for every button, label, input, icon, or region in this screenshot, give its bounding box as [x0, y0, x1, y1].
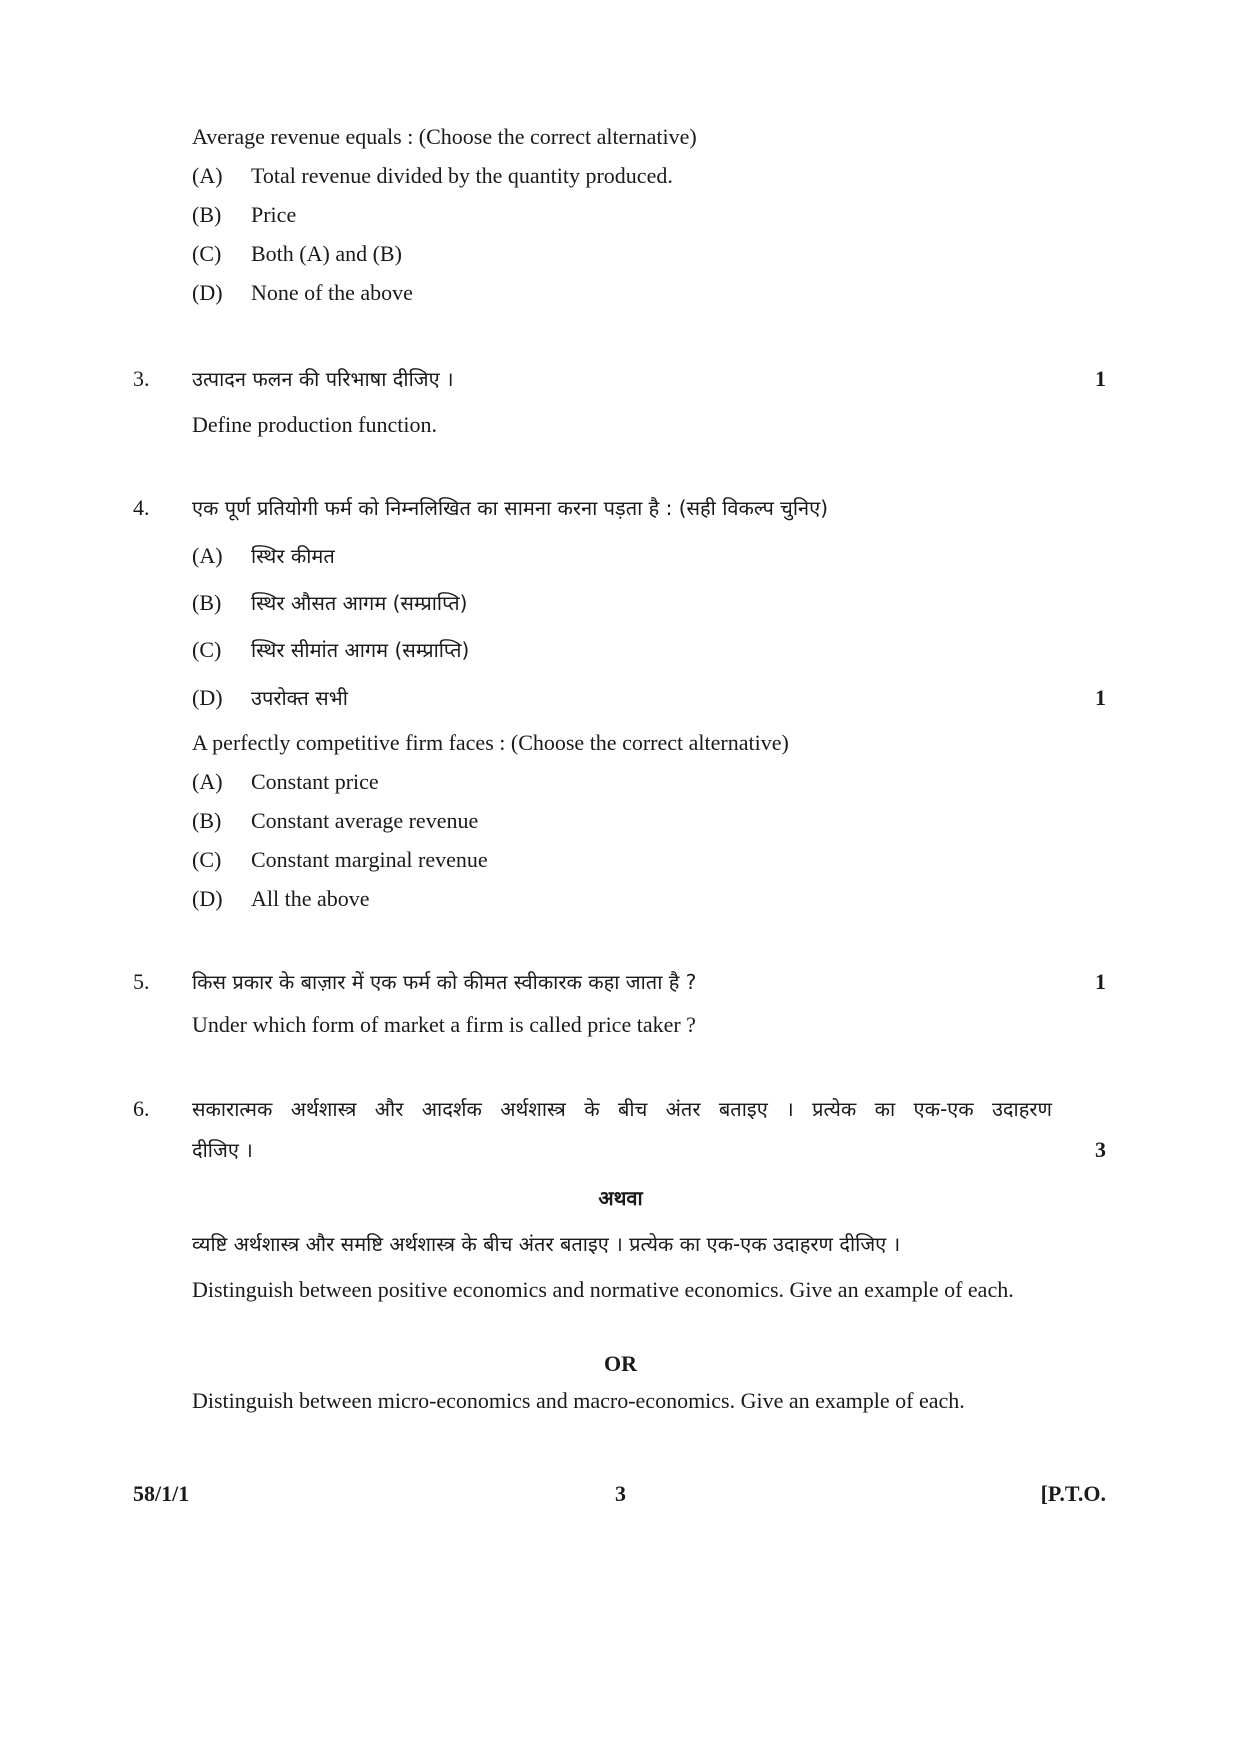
q3-marks: 1	[1095, 366, 1106, 391]
q2-option-d-text: None of the above	[251, 280, 413, 305]
q6-alt-english: Distinguish between micro-economics and macro-economics. Give an example of each.	[192, 1388, 965, 1413]
q4-english: A perfectly competitive firm faces : (Choose the correct alternative)	[192, 730, 789, 755]
footer-pto: [P.T.O.	[1040, 1481, 1106, 1506]
q6-marks: 3	[1095, 1137, 1106, 1162]
q3-english: Define production function.	[192, 412, 437, 437]
q2-option-b-text: Price	[251, 202, 297, 227]
q2-option-c-text: Both (A) and (B)	[251, 241, 402, 266]
q4-english-option-a-text: Constant price	[251, 769, 379, 794]
q4-hindi-option-b-label: (B)	[192, 590, 222, 615]
q2-english-prompt: Average revenue equals : (Choose the correct alternative)	[192, 124, 697, 149]
q4-hindi-option-c-text: स्थिर सीमांत आगम (सम्प्राप्ति)	[251, 638, 470, 662]
q2-option-a-text: Total revenue divided by the quantity produced.	[251, 163, 673, 188]
q6-or-hindi: अथवा	[598, 1186, 643, 1210]
q4-hindi-option-a-label: (A)	[192, 543, 223, 568]
q2-option-a-label: (A)	[192, 163, 223, 188]
q4-english-option-d-label: (D)	[192, 886, 223, 911]
q6-english: Distinguish between positive economics and normative economics. Give an example of each.	[192, 1277, 1014, 1302]
q6-hindi-line2: दीजिए ।	[192, 1138, 253, 1162]
q2-option-d-label: (D)	[192, 280, 223, 305]
q4-hindi: एक पूर्ण प्रतियोगी फर्म को निम्नलिखित का सामना करना पड़ता है : (सही विकल्प चुनिए)	[192, 496, 829, 520]
q3-hindi: उत्पादन फलन की परिभाषा दीजिए ।	[192, 367, 454, 391]
q5-english: Under which form of market a firm is called price taker ?	[192, 1012, 696, 1037]
q6-or-english: OR	[604, 1351, 637, 1376]
footer-page-number: 3	[615, 1481, 626, 1506]
q4-hindi-option-d-text: उपरोक्त सभी	[251, 686, 348, 710]
q5-hindi: किस प्रकार के बाज़ार में एक फर्म को कीमत स्वीकारक कहा जाता है ?	[192, 970, 697, 994]
q4-number: 4.	[133, 495, 150, 520]
footer-code: 58/1/1	[133, 1481, 190, 1506]
q4-hindi-option-d-label: (D)	[192, 685, 223, 710]
q6-number: 6.	[133, 1096, 150, 1121]
q4-english-option-b-text: Constant average revenue	[251, 808, 479, 833]
q4-hindi-option-b-text: स्थिर औसत आगम (सम्प्राप्ति)	[251, 591, 468, 615]
q4-marks: 1	[1095, 685, 1106, 710]
q3-number: 3.	[133, 366, 150, 391]
q4-english-option-b-label: (B)	[192, 808, 222, 833]
q4-hindi-option-c-label: (C)	[192, 637, 222, 662]
q4-english-option-c-label: (C)	[192, 847, 222, 872]
q2-option-b-label: (B)	[192, 202, 222, 227]
q5-marks: 1	[1095, 969, 1106, 994]
q4-english-option-d-text: All the above	[251, 886, 370, 911]
q6-hindi-line1: सकारात्मक अर्थशास्त्र और आदर्शक अर्थशास्त्र के बीच अंतर बताइए । प्रत्येक का एक-एक उदाहरण	[192, 1097, 1052, 1121]
q4-hindi-option-a-text: स्थिर कीमत	[251, 544, 335, 568]
q2-option-c-label: (C)	[192, 241, 222, 266]
q4-english-option-a-label: (A)	[192, 769, 223, 794]
q5-number: 5.	[133, 969, 150, 994]
q4-english-option-c-text: Constant marginal revenue	[251, 847, 488, 872]
q6-alt-hindi: व्यष्टि अर्थशास्त्र और समष्टि अर्थशास्त्र के बीच अंतर बताइए । प्रत्येक का एक-एक उदाहरण दीजिए ।	[192, 1232, 901, 1256]
